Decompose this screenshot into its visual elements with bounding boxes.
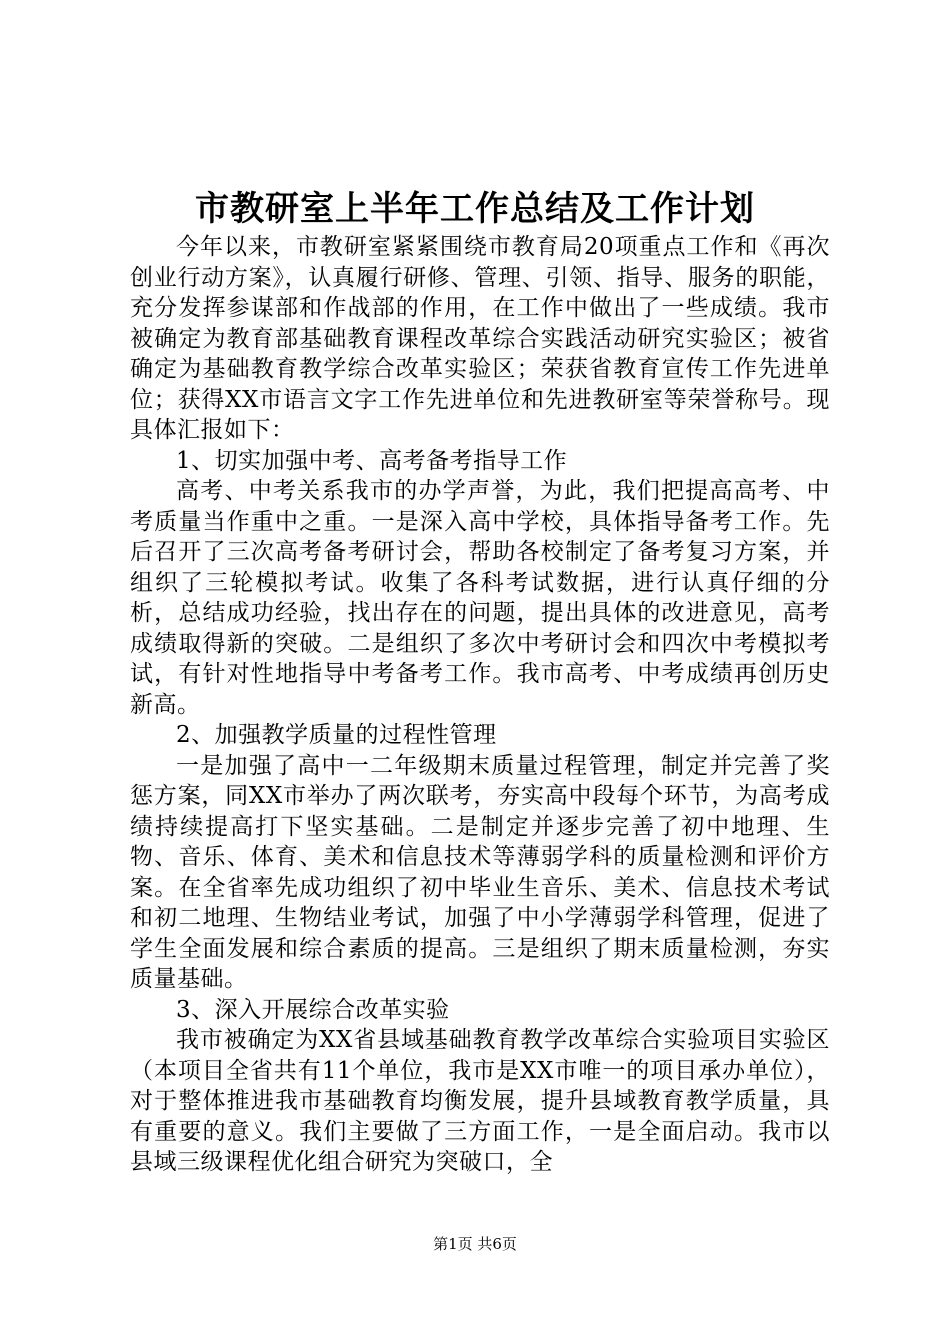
page-number-footer: 第1页 共6页 <box>433 1235 517 1253</box>
section-paragraph-2: 一是加强了高中一二年级期末质量过程管理，制定并完善了奖惩方案，同XX市举办了两次联考，夯实高中段每个环节，为高考成绩持续提高打下坚实基础。二是制定并逐步完善了初中地理、生物、音乐、体育、美术和信息技术等薄弱学科的质量检测和评价方案。在全省率先成功组织了初中毕业生音乐、美术、信息技术考试和初二地理、生物结业考试，加强了中小学薄弱学科管理，促进了学生全面发展和综合素质的提高。三是组织了期末质量检测，夯实质量基础。 <box>130 752 830 992</box>
section-heading-2: 2、加强教学质量的过程性管理 <box>176 722 497 748</box>
section-paragraph-3: 我市被确定为XX省县域基础教育教学改革综合实验项目实验区（本项目全省共有11个单位，我市是XX市唯一的项目承办单位），对于整体推进我市基础教育均衡发展，提升县域教育教学质量，具有重要的意义。我们主要做了三方面工作，一是全面启动。我市以县域三级课程优化组合研究为突破口，全 <box>130 1027 830 1175</box>
intro-paragraph: 今年以来，市教研室紧紧围绕市教育局20项重点工作和《再次创业行动方案》，认真履行研修、管理、引领、指导、服务的职能，充分发挥参谋部和作战部的作用，在工作中做出了一些成绩。我市被确定为教育部基础教育课程改革综合实践活动研究实验区；被省确定为基础教育教学综合改革实验区；荣获省教育宣传工作先进单位；获得XX市语言文字工作先进单位和先进教研室等荣誉称号。现具体汇报如下： <box>130 234 830 443</box>
section-heading-3: 3、深入开展综合改革实验 <box>176 996 450 1023</box>
section-heading-1: 1、切实加强中考、高考备考指导工作 <box>176 447 568 474</box>
document-body <box>130 232 830 1178</box>
document-title: 市教研室上半年工作总结及工作计划 <box>195 189 755 229</box>
section-paragraph-1: 高考、中考关系我市的办学声誉，为此，我们把提高高考、中考质量当作重中之重。一是深入高中学校，具体指导备考工作。先后召开了三次高考备考研讨会，帮助各校制定了备考复习方案，并组织了三轮模拟考试。收集了各科考试数据，进行认真仔细的分析，总结成功经验，找出存在的问题，提出具体的改进意见，高考成绩取得新的突破。二是组织了多次中考研讨会和四次中考模拟考试，有针对性地指导中考备考工作。我市高考、中考成绩再创历史新高。 <box>130 478 830 718</box>
